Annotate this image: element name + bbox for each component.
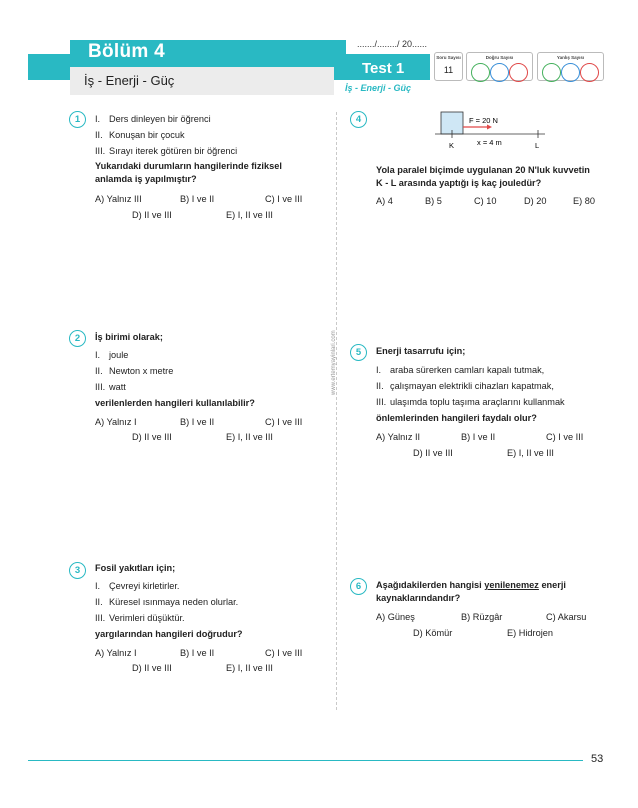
question-number: 6: [350, 578, 367, 595]
item: I. Çevreyi kirletirler.: [95, 581, 180, 591]
option-b[interactable]: B) I ve II: [180, 417, 215, 427]
footer-line: [28, 760, 583, 761]
test-subtitle: İş - Enerji - Güç: [345, 83, 412, 93]
question-intro: Enerji tasarrufu için;: [376, 346, 466, 356]
option-e[interactable]: E) 80: [573, 196, 595, 206]
option-c[interactable]: C) I ve III: [265, 417, 303, 427]
question-count-label: Soru Sayısı: [436, 55, 461, 60]
option-c[interactable]: C) I ve III: [546, 432, 584, 442]
item: I. Ders dinleyen bir öğrenci: [95, 114, 211, 124]
point-k: K: [449, 141, 455, 150]
wrong-count-box: [537, 52, 604, 81]
item: I. araba sürerken camları kapalı tutmak,: [376, 365, 545, 375]
question-number: 5: [350, 344, 367, 361]
item: III. Verimleri düşüktür.: [95, 613, 185, 623]
option-d[interactable]: D) II ve III: [132, 432, 172, 442]
question-stem: kaynaklarındandır?: [376, 593, 461, 603]
option-b[interactable]: B) 5: [425, 196, 442, 206]
column-divider: [336, 112, 337, 710]
subject-title: İş - Enerji - Güç: [84, 73, 175, 88]
option-a[interactable]: A) Yalnız III: [95, 194, 142, 204]
option-b[interactable]: B) Rüzgâr: [461, 612, 503, 622]
question-stem: önlemlerinden hangileri faydalı olur?: [376, 413, 537, 423]
item: III. ulaşımda toplu taşıma araçlarını kullanmak: [376, 397, 565, 407]
site-label: www.ertemyayinlari.com: [331, 330, 337, 395]
item: II. Küresel ısınmaya neden olurlar.: [95, 597, 239, 607]
question-stem: Yola paralel biçimde uygulanan 20 N'luk kuvvetin: [376, 165, 590, 175]
option-a[interactable]: A) Yalnız I: [95, 417, 137, 427]
item: III. Sırayı iterek götüren bir öğrenci: [95, 146, 238, 156]
force-label: F = 20 N: [469, 116, 498, 125]
page-number: 53: [591, 753, 604, 765]
red-circle-icon: [580, 63, 599, 82]
question-stem: anlamda iş yapılmıştır?: [95, 174, 197, 184]
question-count-value: 11: [443, 65, 454, 75]
force-diagram: [425, 108, 555, 154]
section-title: Bölüm 4: [88, 41, 166, 62]
item: II. çalışmayan elektrikli cihazları kapatmak,: [376, 381, 554, 391]
option-e[interactable]: E) I, II ve III: [226, 432, 273, 442]
green-circle-icon: [471, 63, 490, 82]
force-arrowhead: [487, 125, 492, 130]
option-c[interactable]: C) I ve III: [265, 194, 303, 204]
point-l: L: [535, 141, 540, 150]
blue-circle-icon: [561, 63, 580, 82]
green-circle-icon: [542, 63, 561, 82]
option-b[interactable]: B) I ve II: [180, 194, 215, 204]
option-a[interactable]: A) Güneş: [376, 612, 415, 622]
option-e[interactable]: E) I, II ve III: [226, 663, 273, 673]
question-number: 4: [350, 111, 367, 128]
option-e[interactable]: E) I, II ve III: [226, 210, 273, 220]
date-line: ......./......../ 20......: [357, 39, 428, 49]
option-d[interactable]: D) II ve III: [132, 210, 172, 220]
question-stem: Aşağıdakilerden hangisi yenilenemez enerji: [376, 580, 566, 590]
question-intro: İş birimi olarak;: [95, 332, 163, 342]
item: I. joule: [95, 350, 129, 360]
correct-count-label: Doğru Sayısı: [485, 55, 514, 60]
question-stem: K - L arasında yaptığı iş kaç jouledür?: [376, 178, 542, 188]
option-e[interactable]: E) I, II ve III: [507, 448, 554, 458]
question-number: 2: [69, 330, 86, 347]
blue-circle-icon: [490, 63, 509, 82]
option-a[interactable]: A) 4: [376, 196, 393, 206]
option-a[interactable]: A) Yalnız I: [95, 648, 137, 658]
distance-label: x = 4 m: [477, 138, 502, 147]
option-d[interactable]: D) II ve III: [413, 448, 453, 458]
red-circle-icon: [509, 63, 528, 82]
option-c[interactable]: C) 10: [474, 196, 497, 206]
question-count-box: [434, 52, 463, 81]
wrong-count-label: Yanlış Sayısı: [556, 55, 585, 60]
option-a[interactable]: A) Yalnız II: [376, 432, 421, 442]
option-c[interactable]: C) I ve III: [265, 648, 303, 658]
question-stem: Yukarıdaki durumların hangilerinde fiziksel: [95, 161, 282, 171]
option-d[interactable]: D) II ve III: [132, 663, 172, 673]
option-d[interactable]: D) 20: [524, 196, 547, 206]
question-stem: yargılarından hangileri doğrudur?: [95, 629, 243, 639]
option-e[interactable]: E) Hidrojen: [507, 628, 553, 638]
question-stem: verilenlerden hangileri kullanılabilir?: [95, 398, 255, 408]
item: II. Konuşan bir çocuk: [95, 130, 185, 140]
option-b[interactable]: B) I ve II: [461, 432, 496, 442]
question-number: 1: [69, 111, 86, 128]
question-number: 3: [69, 562, 86, 579]
option-c[interactable]: C) Akarsu: [546, 612, 587, 622]
option-b[interactable]: B) I ve II: [180, 648, 215, 658]
option-d[interactable]: D) Kömür: [413, 628, 453, 638]
item: II. Newton x metre: [95, 366, 174, 376]
item: III. watt: [95, 382, 126, 392]
correct-count-box: [466, 52, 533, 81]
question-intro: Fosil yakıtları için;: [95, 563, 176, 573]
test-label: Test 1: [362, 60, 405, 77]
